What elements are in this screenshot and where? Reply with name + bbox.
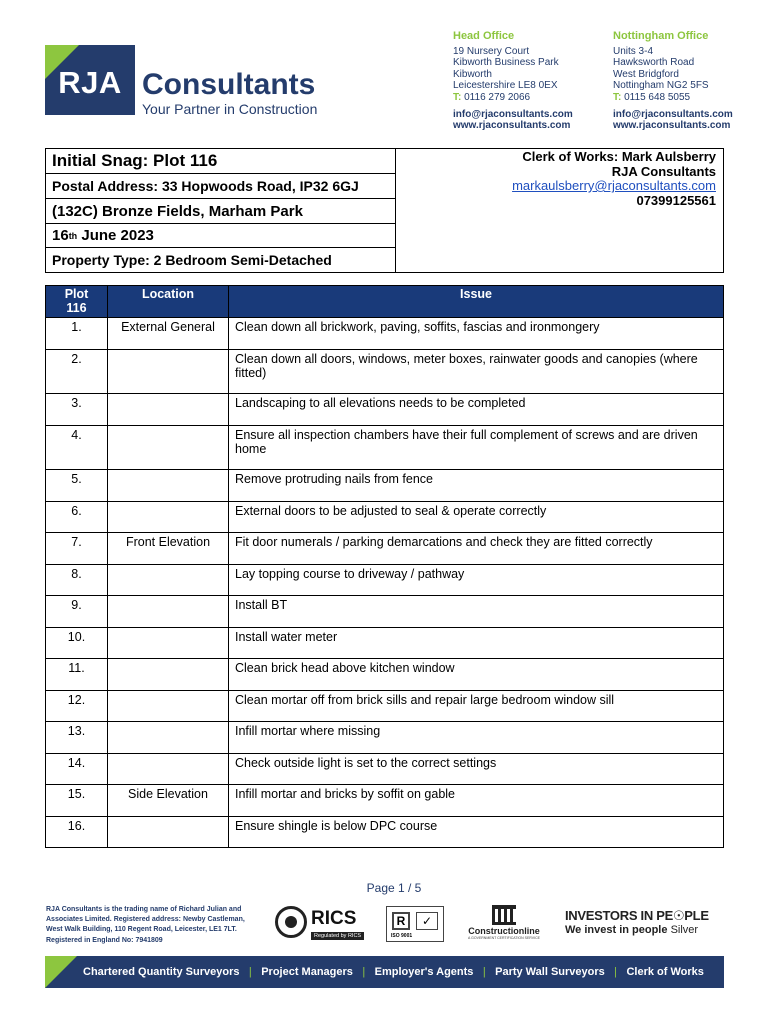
row-number: 8. <box>46 564 108 596</box>
band-triangle <box>45 956 77 988</box>
row-issue: Clean brick head above kitchen window <box>229 659 724 691</box>
row-location <box>108 753 229 785</box>
row-number: 13. <box>46 722 108 754</box>
row-number: 2. <box>46 349 108 394</box>
date-month-year: June 2023 <box>77 227 154 244</box>
row-number: 6. <box>46 501 108 533</box>
office-website: www.rjaconsultants.com <box>613 120 731 132</box>
constructionline-subtitle: A GOVERNMENT CERTIFICATION SERVICE <box>468 936 540 940</box>
phone-number: 0115 648 5055 <box>624 91 691 103</box>
snag-info-box <box>45 148 724 273</box>
office-title: Nottingham Office <box>613 30 709 42</box>
header-issue: Issue <box>229 286 724 318</box>
row-number: 9. <box>46 596 108 628</box>
row-location <box>108 627 229 659</box>
table-row <box>46 349 724 394</box>
ukas-tick-icon: ✓ <box>416 912 438 930</box>
table-row <box>46 318 724 350</box>
row-location <box>108 659 229 691</box>
row-location <box>108 425 229 470</box>
row-issue: Infill mortar and bricks by soffit on gable <box>229 785 724 817</box>
property-type: Property Type: 2 Bedroom Semi-Detached <box>52 252 332 268</box>
row-number: 16. <box>46 816 108 848</box>
service-separator: | <box>362 966 366 978</box>
pillars-icon <box>492 905 516 925</box>
service-item: Chartered Quantity Surveyors <box>83 966 240 978</box>
table-row <box>46 627 724 659</box>
table-row <box>46 659 724 691</box>
table-row <box>46 690 724 722</box>
row-number: 11. <box>46 659 108 691</box>
table-row <box>46 596 724 628</box>
row-location <box>108 690 229 722</box>
address-line: Units 3-4 <box>613 45 654 57</box>
row-issue: Ensure shingle is below DPC course <box>229 816 724 848</box>
investors-in-people-sub <box>565 924 698 936</box>
clerk-company: RJA Consultants <box>611 163 716 179</box>
company-name: Consultants <box>142 68 316 101</box>
row-location: External General <box>108 318 229 350</box>
service-separator: | <box>482 966 486 978</box>
service-item: Employer's Agents <box>374 966 474 978</box>
service-item: Clerk of Works <box>626 966 704 978</box>
investors-in-people-title: INVESTORS IN PE☉PLE <box>565 908 709 923</box>
row-location <box>108 501 229 533</box>
table-row <box>46 785 724 817</box>
office-phone <box>453 92 573 104</box>
row-number: 5. <box>46 470 108 502</box>
office-email: info@rjaconsultants.com <box>613 108 733 120</box>
snag-title: Initial Snag: Plot 116 <box>46 149 395 174</box>
company-tagline: Your Partner in Construction <box>142 101 318 117</box>
rics-wordmark: RICS <box>311 908 357 929</box>
table-row <box>46 501 724 533</box>
row-issue: Remove protruding nails from fence <box>229 470 724 502</box>
office-email: info@rjaconsultants.com <box>453 108 573 120</box>
row-issue: Clean down all brickwork, paving, soffits, fascias and ironmongery <box>229 318 724 350</box>
clerk-name: Clerk of Works: Mark Aulsberry <box>522 149 716 164</box>
header-plot-label: Plot 116 <box>64 287 89 315</box>
row-location <box>108 470 229 502</box>
row-issue: External doors to be adjusted to seal & operate correctly <box>229 501 724 533</box>
head-office-address <box>453 31 573 132</box>
row-issue: Clean mortar off from brick sills and repair large bedroom window sill <box>229 690 724 722</box>
date-suffix: th <box>68 230 78 241</box>
office-website: www.rjaconsultants.com <box>453 120 571 132</box>
inspection-date <box>46 224 395 248</box>
iso-9001-badge <box>386 906 444 942</box>
office-phone <box>613 92 733 104</box>
nottingham-office-address <box>613 31 733 132</box>
address-line: Kibworth Business Park <box>453 57 559 69</box>
address-line: Kibworth <box>453 68 492 80</box>
row-issue: Lay topping course to driveway / pathway <box>229 564 724 596</box>
service-item: Party Wall Surveyors <box>495 966 605 978</box>
row-issue: Ensure all inspection chambers have their full complement of screws and are driven home <box>229 425 724 470</box>
legal-notice: RJA Consultants is the trading name of Richard Julian and Associates Limited. Registered address: Newby Castleman, West Walk Building, 110 Regent Road, Leicester, LE1 7LT. Registered in England No: 7941809 <box>46 906 245 944</box>
page-number: Page 1 / 5 <box>366 881 422 895</box>
site-name: (132C) Bronze Fields, Marham Park <box>46 199 395 224</box>
services-list <box>83 956 704 988</box>
service-separator: | <box>614 966 618 978</box>
address-line: West Bridgford <box>613 68 679 80</box>
iip-level: Silver <box>670 924 699 936</box>
row-number: 12. <box>46 690 108 722</box>
header-plot <box>46 286 108 318</box>
address-line: 19 Nursery Court <box>453 45 530 57</box>
row-number: 14. <box>46 753 108 785</box>
service-item: Project Managers <box>261 966 353 978</box>
table-header-row <box>46 286 724 318</box>
row-location <box>108 564 229 596</box>
table-row <box>46 816 724 848</box>
table-row <box>46 533 724 565</box>
row-issue: Clean down all doors, windows, meter boxes, rainwater goods and canopies (where fitted) <box>229 349 724 394</box>
constructionline-logo <box>464 905 544 943</box>
postal-address: Postal Address: 33 Hopwoods Road, IP32 6GJ <box>46 174 395 199</box>
row-number: 1. <box>46 318 108 350</box>
row-issue: Fit door numerals / parking demarcations and check they are fitted correctly <box>229 533 724 565</box>
address-line: Hawksworth Road <box>613 57 695 69</box>
date-day: 16 <box>52 227 69 244</box>
address-line: Nottingham NG2 5FS <box>613 80 709 92</box>
table-row <box>46 470 724 502</box>
row-location: Front Elevation <box>108 533 229 565</box>
phone-label: T: <box>453 91 462 103</box>
table-row <box>46 394 724 426</box>
iip-slogan: We invest in people <box>565 924 668 936</box>
table-row <box>46 722 724 754</box>
iso-label: ISO 9001 <box>391 933 413 939</box>
table-row <box>46 753 724 785</box>
table-body <box>46 318 724 848</box>
clerk-email-link[interactable]: markaulsberry@rjaconsultants.com <box>512 178 716 193</box>
rja-logo <box>45 45 135 115</box>
row-number: 7. <box>46 533 108 565</box>
header-location: Location <box>108 286 229 318</box>
table-row <box>46 425 724 470</box>
row-issue: Check outside light is set to the correct settings <box>229 753 724 785</box>
service-separator: | <box>248 966 252 978</box>
row-location <box>108 349 229 394</box>
row-issue: Install BT <box>229 596 724 628</box>
row-location <box>108 394 229 426</box>
constructionline-wordmark: Constructionline <box>468 926 540 936</box>
row-location <box>108 722 229 754</box>
row-issue: Install water meter <box>229 627 724 659</box>
table-row <box>46 564 724 596</box>
services-band <box>45 956 724 988</box>
row-number: 15. <box>46 785 108 817</box>
logo-text: RJA <box>58 65 122 100</box>
phone-label: T: <box>613 91 622 103</box>
phone-number: 0116 279 2066 <box>464 91 531 103</box>
registered-icon: R <box>392 912 410 930</box>
rics-logo <box>275 906 367 942</box>
clerk-contact <box>512 150 716 208</box>
row-number: 3. <box>46 394 108 426</box>
address-line: Leicestershire LE8 0EX <box>453 80 558 92</box>
lion-icon <box>275 906 307 938</box>
row-issue: Infill mortar where missing <box>229 722 724 754</box>
snag-table <box>45 285 724 848</box>
property-details <box>46 149 396 272</box>
rics-regulated: Regulated by RICS <box>311 932 364 940</box>
row-location <box>108 816 229 848</box>
row-location <box>108 596 229 628</box>
office-title: Head Office <box>453 30 515 42</box>
row-issue: Landscaping to all elevations needs to be completed <box>229 394 724 426</box>
row-location: Side Elevation <box>108 785 229 817</box>
clerk-phone: 07399125561 <box>636 192 716 208</box>
row-number: 10. <box>46 627 108 659</box>
row-number: 4. <box>46 425 108 470</box>
